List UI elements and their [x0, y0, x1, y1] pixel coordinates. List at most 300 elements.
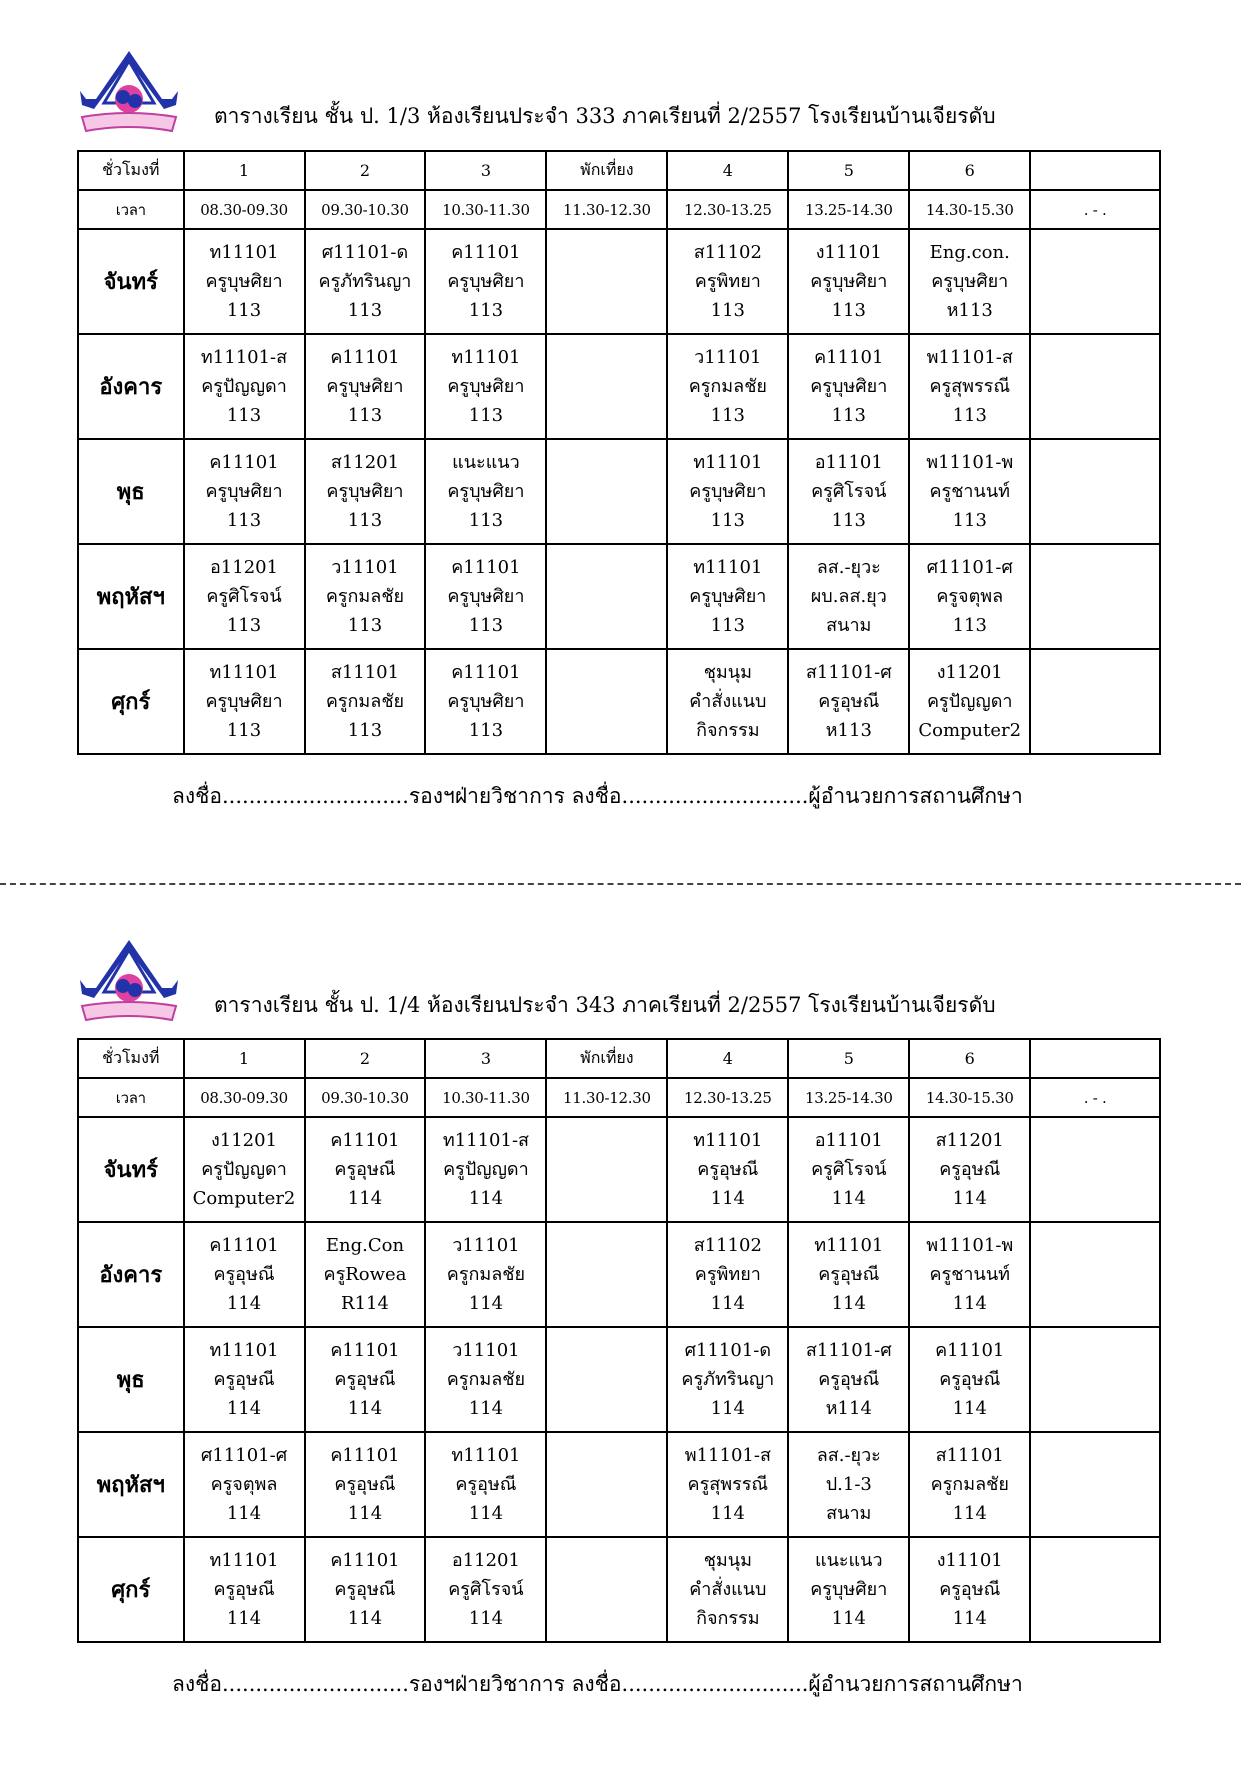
day-row	[78, 334, 1160, 439]
teacher-name: ครูบุษศิยา	[447, 691, 525, 712]
time-cell: 12.30-13.25	[667, 190, 788, 229]
room: 113	[952, 510, 987, 531]
class-slot	[1030, 544, 1160, 649]
time-row	[78, 1078, 1160, 1117]
day-name: พฤหัสฯ	[78, 544, 184, 649]
room: 114	[831, 1293, 866, 1314]
teacher-name: ครูอุษณี	[213, 1264, 275, 1285]
subject-code: Eng.con.	[929, 242, 1010, 263]
time-cell: 14.30-15.30	[909, 1078, 1030, 1117]
class-slot	[184, 1222, 305, 1327]
class-slot	[909, 544, 1030, 649]
class-slot	[546, 1537, 667, 1642]
room: 114	[710, 1188, 746, 1209]
subject-code: ว11101	[331, 557, 399, 578]
cut-line	[0, 883, 1241, 885]
day-row	[78, 1327, 1160, 1432]
teacher-name: ครูกมลชัย	[446, 1264, 526, 1285]
teacher-name: ครูอุษณี	[213, 1369, 275, 1390]
time-cell: 09.30-10.30	[305, 1078, 426, 1117]
teacher-name: ครูกมลชัย	[325, 586, 405, 607]
teacher-name: ครูอุษณี	[939, 1579, 1001, 1600]
teacher-name: ครูกมลชัย	[325, 691, 405, 712]
class-slot	[1030, 229, 1160, 334]
teacher-name: ครูบุษศิยา	[810, 376, 888, 397]
time-cell: . - .	[1030, 190, 1160, 229]
subject-code: ค11101	[451, 242, 521, 263]
class-slot	[184, 1432, 305, 1537]
timetable-title: ตารางเรียน ชั้น ป. 1/4 ห้องเรียนประจำ 343 ภาคเรียนที่ 2/2557 โรงเรียนบ้านเจียรดับ	[214, 993, 996, 1017]
teacher-name: ครูศิโรจน์	[811, 481, 887, 502]
teacher-name: ครูบุษศิยา	[447, 481, 525, 502]
room: 114	[831, 1608, 866, 1629]
teacher-name: ครูสุพรรณี	[687, 1474, 769, 1495]
teacher-name: ครูอุษณี	[334, 1369, 396, 1390]
room: 114	[952, 1608, 987, 1629]
room: 113	[952, 405, 987, 426]
subject-code: ง11101	[936, 1550, 1003, 1571]
subject-code: ว11101	[452, 1235, 520, 1256]
teacher-name: ครูอุษณี	[818, 691, 880, 712]
time-cell: . - .	[1030, 1078, 1160, 1117]
teacher-name: ครูอุษณี	[334, 1159, 396, 1180]
teacher-name: ครูปัญญดา	[443, 1159, 529, 1180]
room: 113	[226, 615, 262, 636]
teacher-name: ครูบุษศิยา	[810, 1579, 888, 1600]
header-cell: ชั่วโมงที่	[78, 1039, 184, 1078]
subject-code: ส11101-ศ	[805, 662, 892, 683]
class-slot	[1030, 1432, 1160, 1537]
subject-code: ท11101	[814, 1235, 884, 1256]
subject-code: ง11201	[210, 1130, 278, 1151]
day-name: จันทร์	[78, 1117, 184, 1222]
header-cell: 2	[305, 151, 426, 190]
room: 113	[710, 510, 746, 531]
subject-code: ท11101	[451, 1445, 521, 1466]
class-slot	[305, 1222, 426, 1327]
header-cell: 2	[305, 1039, 426, 1078]
class-slot	[546, 439, 667, 544]
class-slot	[667, 1537, 788, 1642]
subject-code: ท11101	[451, 347, 521, 368]
subject-code: พ11101-ส	[684, 1445, 771, 1466]
teacher-name: ป.1-3	[825, 1474, 872, 1495]
room: 114	[710, 1398, 746, 1419]
room: 114	[468, 1503, 504, 1524]
subject-code: ว11101	[452, 1340, 520, 1361]
teacher-name: ครูปัญญดา	[926, 691, 1013, 712]
teacher-name: ครูชานนท์	[929, 1264, 1010, 1285]
class-slot	[305, 1327, 426, 1432]
room: 113	[347, 405, 383, 426]
class-slot	[184, 1117, 305, 1222]
subject-code: ค11101	[330, 1130, 400, 1151]
class-slot	[425, 439, 546, 544]
class-slot	[788, 229, 909, 334]
room: 113	[831, 405, 866, 426]
class-slot	[1030, 439, 1160, 544]
teacher-name: ครูอุษณี	[697, 1159, 759, 1180]
class-slot	[425, 1432, 546, 1537]
header-cell: พักเที่ยง	[546, 151, 667, 190]
class-slot	[305, 544, 426, 649]
day-name: ศุกร์	[78, 1537, 184, 1642]
subject-code: อ11101	[814, 452, 883, 473]
class-slot	[667, 1222, 788, 1327]
time-cell: 14.30-15.30	[909, 190, 1030, 229]
class-slot	[184, 334, 305, 439]
teacher-name: ครูRowea	[323, 1264, 407, 1285]
class-slot	[546, 544, 667, 649]
room: สนาม	[826, 1503, 872, 1524]
room: 114	[952, 1293, 987, 1314]
class-slot	[667, 1327, 788, 1432]
teacher-name: ครูปัญญดา	[201, 376, 287, 397]
room: 113	[831, 300, 866, 321]
subject-code: ค11101	[330, 1340, 400, 1361]
class-slot	[909, 439, 1030, 544]
teacher-name: ครูกมลชัย	[446, 1369, 526, 1390]
class-slot	[667, 1117, 788, 1222]
teacher-name: ครูภัทรินญา	[318, 271, 412, 292]
class-slot	[1030, 1327, 1160, 1432]
subject-code: ค11101	[330, 1445, 400, 1466]
teacher-name: ครูกมลชัย	[688, 376, 767, 397]
class-slot	[788, 1432, 909, 1537]
school-logo-icon	[76, 936, 182, 1034]
teacher-name: ครูกมลชัย	[930, 1474, 1009, 1495]
subject-code: ค11101	[935, 1340, 1005, 1361]
class-slot	[667, 1432, 788, 1537]
teacher-name: ครูอุษณี	[939, 1159, 1001, 1180]
teacher-name: ครูอุษณี	[213, 1579, 275, 1600]
subject-code: ส11102	[693, 1235, 762, 1256]
teacher-name: ครูอุษณี	[818, 1264, 880, 1285]
time-cell: 11.30-12.30	[546, 190, 667, 229]
room: สนาม	[826, 615, 872, 636]
subject-code: ศ11101-ศ	[200, 1445, 288, 1466]
teacher-name: ครูบุษศิยา	[447, 586, 525, 607]
time-cell: 12.30-13.25	[667, 1078, 788, 1117]
class-slot	[425, 1117, 546, 1222]
teacher-name: ครูบุษศิยา	[205, 691, 283, 712]
class-slot	[909, 649, 1030, 754]
signature-line: ลงชื่อ............................รองฯฝ่ายวิชาการ ลงชื่อ............................ผู้อำนวยการสถานศึกษา	[172, 784, 1023, 808]
class-slot	[425, 1537, 546, 1642]
class-slot	[909, 229, 1030, 334]
teacher-name: ครูอุษณี	[455, 1474, 517, 1495]
subject-code: ว11101	[694, 347, 762, 368]
room: 113	[347, 510, 383, 531]
subject-code: ง11201	[936, 662, 1003, 683]
room: 113	[468, 615, 504, 636]
room: 113	[468, 405, 504, 426]
class-slot	[1030, 649, 1160, 754]
room: 114	[952, 1503, 987, 1524]
subject-code: ศ11101-ด	[321, 242, 409, 263]
subject-code: ท11101	[209, 1550, 279, 1571]
class-slot	[788, 1117, 909, 1222]
day-row	[78, 1222, 1160, 1327]
class-slot	[788, 1537, 909, 1642]
subject-code: ท11101	[693, 452, 763, 473]
header-cell: 6	[909, 151, 1030, 190]
teacher-name: ครูอุษณี	[939, 1369, 1001, 1390]
subject-code: ส11101	[935, 1445, 1004, 1466]
class-slot	[1030, 1537, 1160, 1642]
class-slot	[546, 1327, 667, 1432]
class-slot	[546, 1222, 667, 1327]
schedule-table	[77, 150, 1161, 755]
room: 114	[226, 1398, 262, 1419]
subject-code: ท11101-ส	[442, 1130, 530, 1151]
class-slot	[546, 1117, 667, 1222]
teacher-name: ครูบุษศิยา	[689, 586, 767, 607]
subject-code: แนะแนว	[452, 452, 520, 473]
teacher-name: ครูบุษศิยา	[931, 271, 1009, 292]
day-row	[78, 1117, 1160, 1222]
class-slot	[546, 649, 667, 754]
subject-code: ค11101	[814, 347, 884, 368]
class-slot	[425, 1222, 546, 1327]
subject-code: ค11101	[209, 1235, 279, 1256]
class-slot	[788, 544, 909, 649]
teacher-name: ครูชานนท์	[929, 481, 1010, 502]
teacher-name: ครูจตุพล	[210, 1474, 278, 1495]
class-slot	[184, 544, 305, 649]
class-slot	[667, 649, 788, 754]
header-cell: 3	[425, 151, 546, 190]
subject-code: พ11101-พ	[926, 452, 1014, 473]
class-slot	[667, 334, 788, 439]
time-row	[78, 190, 1160, 229]
room: 113	[468, 720, 504, 741]
class-slot	[909, 334, 1030, 439]
room: 113	[952, 615, 987, 636]
period-header-row	[78, 1039, 1160, 1078]
room: ห113	[825, 720, 872, 741]
room: ห113	[946, 300, 993, 321]
class-slot	[184, 649, 305, 754]
class-slot	[425, 1327, 546, 1432]
subject-code: ท11101	[693, 557, 763, 578]
time-cell: 08.30-09.30	[184, 1078, 305, 1117]
day-row	[78, 1432, 1160, 1537]
room: 114	[468, 1398, 504, 1419]
day-row	[78, 544, 1160, 649]
subject-code: ค11101	[451, 662, 521, 683]
header-cell: 6	[909, 1039, 1030, 1078]
teacher-name: ครูบุษศิยา	[326, 481, 404, 502]
teacher-name: ผบ.ลส.ยุว	[810, 586, 887, 607]
time-cell: 13.25-14.30	[788, 1078, 909, 1117]
class-slot	[425, 544, 546, 649]
class-slot	[305, 1537, 426, 1642]
header-cell: ชั่วโมงที่	[78, 151, 184, 190]
time-cell: 11.30-12.30	[546, 1078, 667, 1117]
class-slot	[1030, 1117, 1160, 1222]
class-slot	[788, 439, 909, 544]
subject-code: ศ11101-ศ	[926, 557, 1013, 578]
class-slot	[184, 1537, 305, 1642]
class-slot	[909, 1222, 1030, 1327]
header-cell: 3	[425, 1039, 546, 1078]
room: 114	[468, 1293, 504, 1314]
room: 113	[226, 720, 262, 741]
subject-code: ลส.-ยุวะ	[816, 1445, 881, 1466]
class-slot	[425, 229, 546, 334]
day-row	[78, 439, 1160, 544]
header-cell: 4	[667, 151, 788, 190]
subject-code: ค11101	[451, 557, 521, 578]
header-cell: 1	[184, 151, 305, 190]
room: 114	[468, 1608, 504, 1629]
room: 114	[468, 1188, 504, 1209]
subject-code: ชุมนุม	[703, 662, 752, 683]
teacher-name: ครูอุษณี	[818, 1369, 880, 1390]
day-name: พุธ	[78, 1327, 184, 1432]
class-slot	[546, 334, 667, 439]
room: Computer2	[192, 1188, 296, 1209]
class-slot	[1030, 1222, 1160, 1327]
room: 114	[831, 1188, 866, 1209]
subject-code: ส11102	[693, 242, 762, 263]
class-slot	[788, 1222, 909, 1327]
room: กิจกรรม	[696, 1608, 760, 1629]
teacher-name: คำสั่งแนบ	[689, 1579, 767, 1600]
room: 113	[710, 615, 746, 636]
day-name: อังคาร	[78, 334, 184, 439]
class-slot	[667, 229, 788, 334]
room: 113	[710, 405, 746, 426]
class-slot	[788, 649, 909, 754]
time-cell: 13.25-14.30	[788, 190, 909, 229]
class-slot	[788, 1327, 909, 1432]
room: Computer2	[918, 720, 1022, 741]
header-cell: พักเที่ยง	[546, 1039, 667, 1078]
class-slot	[909, 1117, 1030, 1222]
subject-code: ค11101	[330, 347, 400, 368]
subject-code: ท11101	[209, 242, 279, 263]
subject-code: ส11201	[935, 1130, 1004, 1151]
teacher-name: ครูบุษศิยา	[689, 481, 767, 502]
room: 114	[347, 1608, 383, 1629]
subject-code: ศ11101-ด	[684, 1340, 772, 1361]
subject-code: ส11101	[330, 662, 400, 683]
room: 114	[347, 1503, 383, 1524]
subject-code: Eng.Con	[325, 1235, 405, 1256]
room: R114	[341, 1293, 389, 1314]
room: 113	[347, 300, 383, 321]
time-cell: เวลา	[78, 190, 184, 229]
room: 113	[710, 300, 746, 321]
subject-code: อ11201	[209, 557, 279, 578]
class-slot	[667, 544, 788, 649]
class-slot	[184, 229, 305, 334]
room: 114	[347, 1188, 383, 1209]
room: 113	[347, 720, 383, 741]
subject-code: อ11101	[814, 1130, 883, 1151]
class-slot	[425, 649, 546, 754]
class-slot	[546, 1432, 667, 1537]
teacher-name: ครูพิทยา	[694, 1264, 761, 1285]
room: 114	[226, 1608, 262, 1629]
room: 114	[710, 1293, 746, 1314]
subject-code: ค11101	[330, 1550, 400, 1571]
class-slot	[305, 229, 426, 334]
teacher-name: ครูพิทยา	[694, 271, 761, 292]
room: 113	[226, 510, 262, 531]
teacher-name: ครูสุพรรณี	[929, 376, 1011, 397]
class-slot	[546, 229, 667, 334]
teacher-name: ครูศิโรจน์	[206, 586, 282, 607]
room: 113	[468, 300, 504, 321]
subject-code: ลส.-ยุวะ	[816, 557, 881, 578]
room: 114	[226, 1503, 262, 1524]
header-cell	[1030, 151, 1160, 190]
header-cell: 5	[788, 1039, 909, 1078]
subject-code: พ11101-พ	[926, 1235, 1014, 1256]
day-row	[78, 1537, 1160, 1642]
time-cell: 09.30-10.30	[305, 190, 426, 229]
schedule-table	[77, 1038, 1161, 1643]
room: 113	[226, 405, 262, 426]
class-slot	[425, 334, 546, 439]
subject-code: ชุมนุม	[703, 1550, 752, 1571]
room: 114	[710, 1503, 746, 1524]
teacher-name: ครูศิโรจน์	[811, 1159, 887, 1180]
teacher-name: ครูปัญญดา	[201, 1159, 287, 1180]
header-cell: 1	[184, 1039, 305, 1078]
room: 113	[831, 510, 866, 531]
subject-code: ท11101-ส	[200, 347, 288, 368]
subject-code: ส11101-ศ	[805, 1340, 892, 1361]
room: 113	[226, 300, 262, 321]
day-name: อังคาร	[78, 1222, 184, 1327]
class-slot	[305, 439, 426, 544]
header-cell: 4	[667, 1039, 788, 1078]
class-slot	[184, 439, 305, 544]
teacher-name: ครูจตุพล	[936, 586, 1004, 607]
time-cell: เวลา	[78, 1078, 184, 1117]
class-slot	[788, 334, 909, 439]
teacher-name: ครูอุษณี	[334, 1474, 396, 1495]
class-slot	[305, 1117, 426, 1222]
subject-code: ท11101	[693, 1130, 763, 1151]
teacher-name: ครูบุษศิยา	[810, 271, 888, 292]
class-slot	[667, 439, 788, 544]
class-slot	[909, 1537, 1030, 1642]
header-cell	[1030, 1039, 1160, 1078]
day-name: พุธ	[78, 439, 184, 544]
room: 114	[226, 1293, 262, 1314]
teacher-name: ครูบุษศิยา	[205, 481, 283, 502]
room: 114	[952, 1188, 987, 1209]
room: ห114	[825, 1398, 872, 1419]
room: กิจกรรม	[696, 720, 760, 741]
school-logo-icon	[76, 47, 182, 145]
teacher-name: ครูบุษศิยา	[326, 376, 404, 397]
teacher-name: ครูบุษศิยา	[447, 376, 525, 397]
class-slot	[305, 334, 426, 439]
subject-code: ค11101	[209, 452, 279, 473]
room: 114	[952, 1398, 987, 1419]
day-row	[78, 649, 1160, 754]
timetable-title: ตารางเรียน ชั้น ป. 1/3 ห้องเรียนประจำ 333 ภาคเรียนที่ 2/2557 โรงเรียนบ้านเจียรดับ	[214, 104, 996, 128]
header-cell: 5	[788, 151, 909, 190]
teacher-name: ครูบุษศิยา	[205, 271, 283, 292]
time-cell: 08.30-09.30	[184, 190, 305, 229]
